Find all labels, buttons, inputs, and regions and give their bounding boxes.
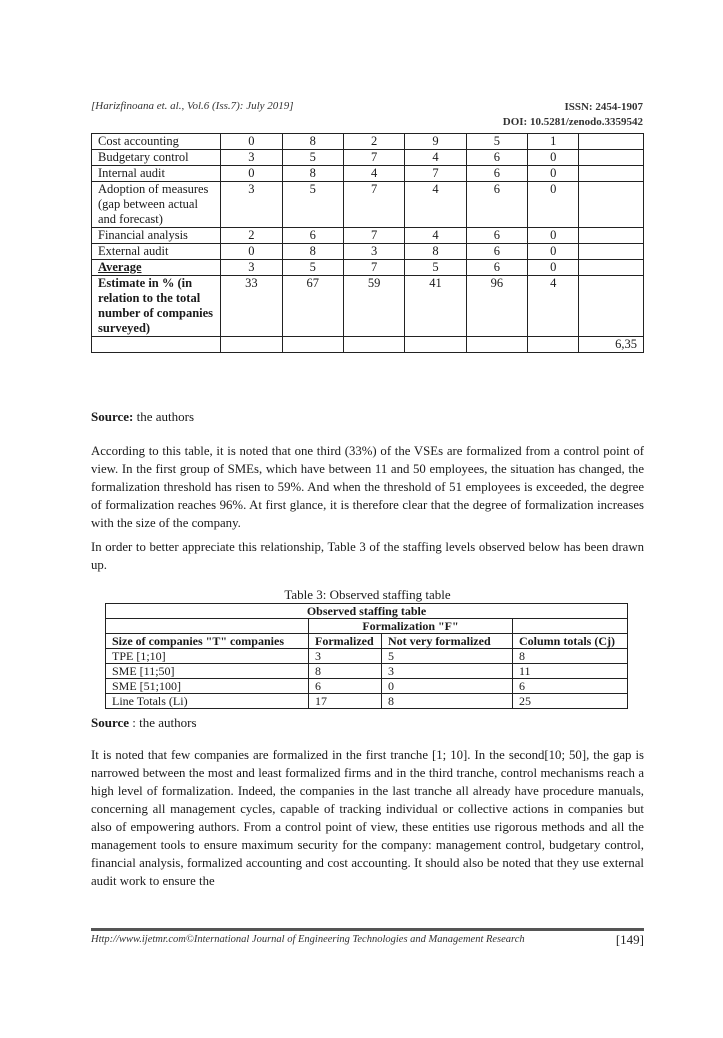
empty-cell: [106, 619, 309, 634]
table-cell: [282, 337, 343, 353]
table-cell: 4: [405, 182, 466, 228]
table-cell: [579, 244, 644, 260]
table-cell: Line Totals (Li): [106, 694, 309, 709]
table-cell: 96: [466, 276, 527, 337]
table-cell: [579, 150, 644, 166]
table-row: [92, 337, 644, 353]
table-cell: 0: [528, 260, 579, 276]
issn-doi-block: [503, 100, 643, 130]
footer-rule: [91, 928, 644, 931]
table-cell: [405, 337, 466, 353]
source-label: Source: [91, 715, 130, 730]
table-cell: 0: [528, 182, 579, 228]
table-cell: 8: [282, 134, 343, 150]
table-cell: 41: [405, 276, 466, 337]
table-cell: 0: [221, 134, 282, 150]
table-cell: SME [51;100]: [106, 679, 309, 694]
table-cell: [579, 182, 644, 228]
table-cell: 5: [382, 649, 513, 664]
source-text: : the authors: [129, 715, 197, 730]
formalization-table: [91, 133, 644, 353]
table-cell: 3: [221, 150, 282, 166]
table-cell: 5: [282, 182, 343, 228]
table-cell: [579, 166, 644, 182]
table-row: [106, 649, 628, 664]
col-notvery-header: Not very formalized: [382, 634, 513, 649]
table-cell: 8: [309, 664, 382, 679]
table-cell: [466, 337, 527, 353]
table-cell: 0: [221, 166, 282, 182]
table-cell: 25: [513, 694, 628, 709]
table-cell: SME [11;50]: [106, 664, 309, 679]
table-cell: 9: [405, 134, 466, 150]
table-cell: 8: [282, 244, 343, 260]
source-label: Source:: [91, 409, 134, 424]
table-row: [92, 228, 644, 244]
paragraph-1: According to this table, it is noted that one third (33%) of the VSEs are formalized from a control point of view. In the first group of SMEs, which have between 11 and 50 employees, the situation has changed, the formalization threshold has risen to 59%. And when the threshold of 51 employees is exceeded, the degree of formalization reaches 96%. At first glance, it is therefore clear that the degree of formalization increases with the size of the company.: [91, 444, 644, 530]
row-label: [92, 337, 221, 353]
table-row: [92, 150, 644, 166]
table-cell: 8: [282, 166, 343, 182]
row-label: Budgetary control: [92, 150, 221, 166]
table-cell: 7: [343, 260, 404, 276]
table-cell: [528, 337, 579, 353]
journal-header: [Harizfinoana et. al., Vol.6 (Iss.7): July 2019]: [91, 100, 294, 112]
table-cell: 6,35: [579, 337, 644, 353]
row-label: Internal audit: [92, 166, 221, 182]
table-cell: 6: [513, 679, 628, 694]
table-cell: 8: [382, 694, 513, 709]
doi-text: DOI: 10.5281/zenodo.3359542: [502, 116, 643, 128]
table-cell: 2: [343, 134, 404, 150]
row-label: Adoption of measures (gap between actual and forecast): [92, 182, 221, 228]
source-text: the authors: [133, 409, 195, 424]
col-formalized-header: Formalized: [309, 634, 382, 649]
table-cell: 0: [528, 228, 579, 244]
table-cell: 7: [343, 228, 404, 244]
table-cell: 6: [466, 182, 527, 228]
footer-text: Http://www.ijetmr.com©International Journal of Engineering Technologies and Management Research: [91, 934, 525, 945]
table-cell: [579, 276, 644, 337]
table-row: [106, 679, 628, 694]
table-cell: 6: [282, 228, 343, 244]
table-cell: 4: [343, 166, 404, 182]
table-cell: 6: [309, 679, 382, 694]
row-label: Average: [92, 260, 221, 276]
table-cell: 6: [466, 228, 527, 244]
table-cell: [221, 337, 282, 353]
table-row: [92, 276, 644, 337]
row-label: Cost accounting: [92, 134, 221, 150]
row-label: Estimate in % (in relation to the total number of companies surveyed): [92, 276, 221, 337]
paragraph-2: In order to better appreciate this relationship, Table 3 of the staffing levels observed below has been drawn up.: [91, 540, 644, 572]
table-cell: 7: [343, 182, 404, 228]
row-label: Financial analysis: [92, 228, 221, 244]
table-cell: 4: [405, 228, 466, 244]
table-cell: 5: [282, 260, 343, 276]
table-cell: [579, 228, 644, 244]
table-cell: 5: [282, 150, 343, 166]
table-row: [92, 244, 644, 260]
table-cell: 6: [466, 166, 527, 182]
table-cell: 6: [466, 150, 527, 166]
table-cell: 7: [343, 150, 404, 166]
col-totals-header: Column totals (Cj): [513, 634, 628, 649]
table-cell: 3: [221, 182, 282, 228]
table-cell: TPE [1;10]: [106, 649, 309, 664]
table-cell: 2: [221, 228, 282, 244]
table-cell: 0: [382, 679, 513, 694]
table-cell: 0: [221, 244, 282, 260]
page-number: [149]: [615, 932, 644, 947]
table-cell: 3: [382, 664, 513, 679]
table-cell: 8: [405, 244, 466, 260]
table-cell: [579, 260, 644, 276]
staffing-table: [105, 603, 628, 709]
table-cell: 1: [528, 134, 579, 150]
table-cell: 5: [405, 260, 466, 276]
source-note-2: [91, 715, 197, 731]
table-row: [92, 260, 644, 276]
table-cell: 6: [466, 244, 527, 260]
table-cell: 8: [513, 649, 628, 664]
formalization-header: Formalization "F": [309, 619, 513, 634]
table-cell: 11: [513, 664, 628, 679]
issn-text: ISSN: 2454-1907: [564, 101, 643, 113]
table-cell: [579, 134, 644, 150]
staffing-table-title: Observed staffing table: [106, 604, 628, 619]
col-size-header: Size of companies "T" companies: [106, 634, 309, 649]
table-cell: 7: [405, 166, 466, 182]
table-cell: 3: [343, 244, 404, 260]
table-cell: 4: [528, 276, 579, 337]
table-row: [92, 182, 644, 228]
table-cell: 59: [343, 276, 404, 337]
table-cell: 17: [309, 694, 382, 709]
table-row: [92, 134, 644, 150]
empty-cell: [513, 619, 628, 634]
table3-caption: Table 3: Observed staffing table: [284, 587, 451, 602]
row-label: External audit: [92, 244, 221, 260]
table-cell: [343, 337, 404, 353]
table-cell: 0: [528, 244, 579, 260]
source-note-1: [91, 409, 194, 425]
table-cell: 0: [528, 150, 579, 166]
table-cell: 6: [466, 260, 527, 276]
table-cell: 4: [405, 150, 466, 166]
table-cell: 0: [528, 166, 579, 182]
table-cell: 33: [221, 276, 282, 337]
table-cell: 67: [282, 276, 343, 337]
table-cell: 5: [466, 134, 527, 150]
paragraph-3: It is noted that few companies are formalized in the first tranche [1; 10]. In the second[10; 50], the gap is narrowed between the most and least formalized firms and in the third tranche, control mechanisms reach a high level of formalization. Indeed, the companies in the last tranche all already have procedure manuals, concerning all management cycles, capable of tracking individual or collective actions in companies but also of empowering authors. From a control point of view, these entities use rigorous methods and all the management tools to ensure maximum security for the company: management control, budgetary control, financial analysis, formalized accounting and cost accounting. It should also be noted that they use external audit work to ensure the: [91, 748, 644, 888]
table-row: [106, 664, 628, 679]
table-row: [92, 166, 644, 182]
table-cell: 3: [221, 260, 282, 276]
table-row: [106, 694, 628, 709]
table-cell: 3: [309, 649, 382, 664]
